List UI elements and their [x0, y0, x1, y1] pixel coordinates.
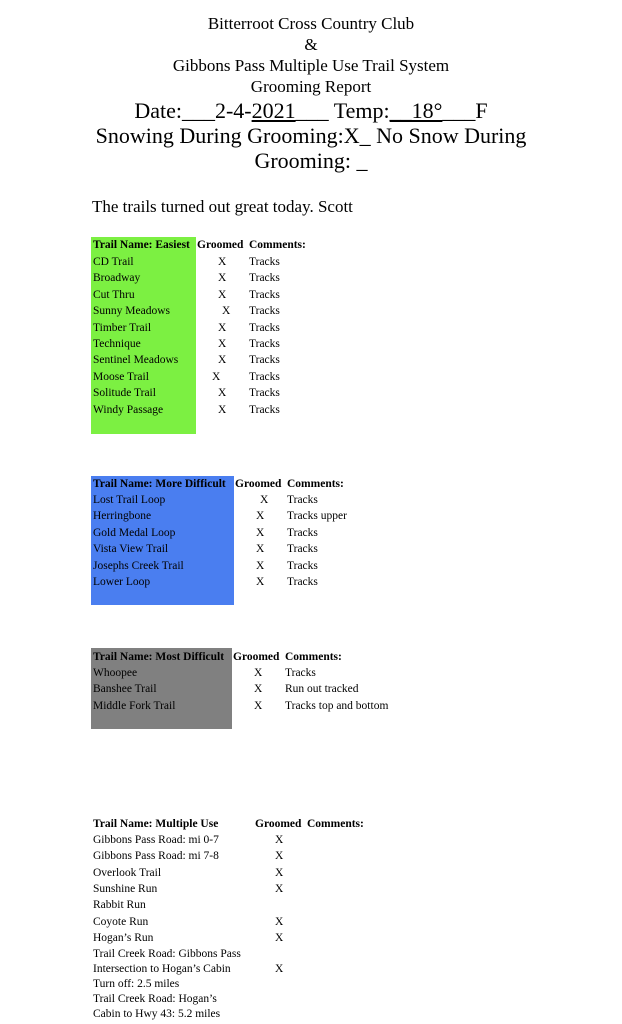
easiest-groomed-mark: X	[212, 370, 221, 383]
most-header-comments: Comments:	[285, 651, 342, 663]
trail-creek-2-line1: Trail Creek Road: Hogan’s	[93, 993, 217, 1005]
temp-value: __18°	[389, 98, 443, 123]
easiest-comment: Tracks	[249, 256, 280, 268]
most-trail-name: Whoopee	[93, 667, 138, 679]
date-mid: ___ Temp:	[295, 98, 390, 123]
trail-creek-1-groomed: X	[275, 963, 284, 975]
easiest-trail-name: Windy Passage	[93, 403, 164, 416]
more-trail-name: Gold Medal Loop	[93, 526, 176, 539]
easiest-comment: Tracks	[249, 288, 280, 301]
easiest-trail-name: Solitude Trail	[93, 387, 156, 400]
more-trail-name: Josephs Creek Trail	[93, 559, 184, 572]
most-header-groomed: Groomed	[233, 651, 280, 663]
groomer-message: The trails turned out great today. Scott	[92, 197, 353, 216]
multi-groomed-mark: X	[275, 931, 284, 944]
trail-creek-2-line2: Cabin to Hwy 43: 5.2 miles	[93, 1008, 221, 1020]
more-trail-name: Vista View Trail	[93, 543, 169, 556]
more-trail-name: Lower Loop	[93, 576, 151, 588]
ampersand: &	[304, 35, 318, 54]
date-temp-line	[0, 98, 622, 124]
trail-system-title: Gibbons Pass Multiple Use Trail System	[172, 56, 450, 75]
easiest-groomed-mark: X	[218, 256, 227, 268]
most-trail-name: Middle Fork Trail	[93, 699, 176, 712]
multi-trail-name: Sunshine Run	[93, 882, 158, 895]
multi-trail-name: Rabbit Run	[93, 899, 146, 912]
snow-line: Snowing During Grooming:X_ No Snow During	[95, 123, 527, 148]
more-header-comments: Comments:	[287, 478, 344, 490]
more-groomed-mark: X	[256, 576, 265, 588]
most-header-name: Trail Name: Most Difficult	[93, 651, 225, 663]
club-title: Bitterroot Cross Country Club	[207, 14, 415, 33]
date-prefix: Date:___2-4-	[134, 98, 252, 123]
more-comment: Tracks	[287, 559, 318, 572]
most-groomed-mark: X	[254, 699, 263, 712]
easiest-trail-name: Technique	[93, 338, 141, 350]
more-comment: Tracks	[287, 526, 318, 539]
multi-trail-name: Hogan’s Run	[93, 931, 154, 944]
easiest-header-name: Trail Name: Easiest	[93, 239, 190, 251]
most-trail-name: Banshee Trail	[93, 683, 157, 696]
easiest-groomed-mark: X	[218, 288, 227, 301]
most-groomed-mark: X	[254, 683, 263, 696]
multi-groomed-mark: X	[275, 834, 284, 846]
multi-trail-name: Coyote Run	[93, 915, 149, 928]
more-header-name: Trail Name: More Difficult	[93, 478, 226, 490]
date-year: 2021	[251, 98, 296, 123]
easiest-comment: Tracks	[249, 387, 280, 400]
more-comment: Tracks	[287, 543, 318, 556]
easiest-groomed-mark: X	[218, 272, 227, 285]
more-comment: Tracks upper	[287, 510, 347, 523]
easiest-trail-name: Cut Thru	[93, 288, 135, 301]
most-comment: Run out tracked	[285, 683, 359, 696]
multi-header-comments: Comments:	[307, 818, 364, 830]
most-groomed-mark: X	[254, 667, 263, 679]
trail-creek-1-line3: Turn off: 2.5 miles	[93, 978, 180, 990]
easiest-groomed-mark: X	[218, 338, 227, 350]
more-trail-name: Lost Trail Loop	[93, 494, 166, 506]
easiest-groomed-mark: X	[218, 403, 227, 416]
multi-header-groomed: Groomed	[255, 818, 302, 830]
easiest-trail-name: Sunny Meadows	[93, 305, 170, 318]
snow-line-2-prefix: Grooming:	[254, 148, 357, 173]
easiest-comment: Tracks	[249, 403, 280, 416]
easiest-comment: Tracks	[249, 305, 280, 318]
multi-trail-name: Overlook Trail	[93, 866, 162, 879]
easiest-header-groomed: Groomed	[197, 239, 244, 251]
most-comment: Tracks top and bottom	[285, 699, 389, 712]
more-groomed-mark: X	[260, 494, 269, 506]
easiest-groomed-mark: X	[218, 354, 227, 367]
more-header-groomed: Groomed	[235, 478, 282, 490]
multi-groomed-mark: X	[275, 915, 284, 928]
easiest-comment: Tracks	[249, 321, 280, 334]
multi-groomed-mark: X	[275, 882, 284, 895]
temp-suffix: ___F	[442, 98, 488, 123]
snow-line-2-blank: _	[356, 148, 368, 173]
easiest-trail-name: Moose Trail	[93, 370, 149, 383]
trail-creek-1-line1: Trail Creek Road: Gibbons Pass	[93, 948, 241, 960]
more-comment: Tracks	[287, 494, 318, 506]
most-comment: Tracks	[285, 667, 316, 679]
easiest-trail-name: Broadway	[93, 272, 141, 285]
easiest-comment: Tracks	[249, 338, 280, 350]
snow-line-2	[0, 148, 622, 174]
multi-trail-name: Gibbons Pass Road: mi 7-8	[93, 850, 219, 863]
easiest-groomed-mark: X	[218, 321, 227, 334]
easiest-groomed-mark: X	[218, 387, 227, 400]
easiest-comment: Tracks	[249, 370, 280, 383]
trail-creek-1-line2: Intersection to Hogan’s Cabin	[93, 963, 231, 975]
more-groomed-mark: X	[256, 510, 265, 523]
report-title: Grooming Report	[250, 77, 372, 96]
easiest-header-comments: Comments:	[249, 239, 306, 251]
easiest-comment: Tracks	[249, 354, 280, 367]
multi-header-name: Trail Name: Multiple Use	[93, 818, 219, 830]
more-groomed-mark: X	[256, 543, 265, 556]
more-trail-name: Herringbone	[93, 510, 152, 523]
more-comment: Tracks	[287, 576, 318, 588]
multi-trail-name: Gibbons Pass Road: mi 0-7	[93, 834, 219, 846]
more-groomed-mark: X	[256, 526, 265, 539]
multi-groomed-mark: X	[275, 866, 284, 879]
easiest-trail-name: Sentinel Meadows	[93, 354, 179, 367]
multi-groomed-mark: X	[275, 850, 284, 863]
easiest-trail-name: CD Trail	[93, 256, 134, 268]
easiest-groomed-mark: X	[222, 305, 231, 318]
more-groomed-mark: X	[256, 559, 265, 572]
easiest-trail-name: Timber Trail	[93, 321, 152, 334]
easiest-comment: Tracks	[249, 272, 280, 285]
